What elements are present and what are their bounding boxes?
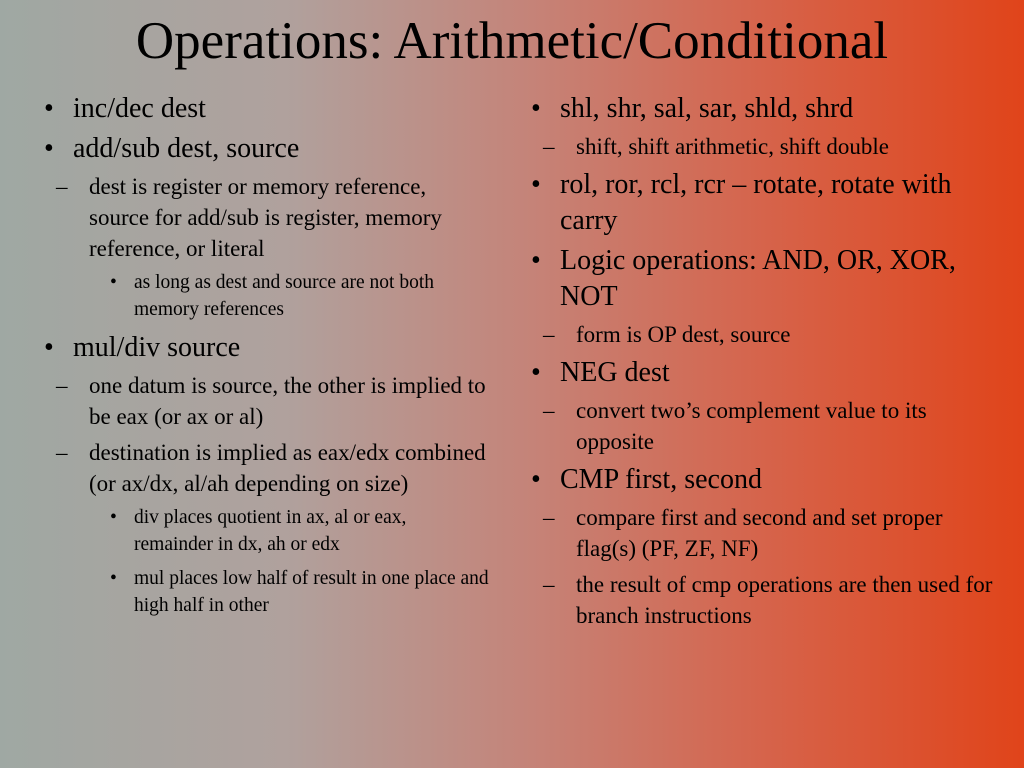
sub-sub-bullet-text: as long as dest and source are not both memory references (134, 272, 435, 320)
sub-bullet-text: form is OP dest, source (576, 322, 791, 347)
bullet-neg (531, 355, 993, 391)
bullet-marker: • (531, 93, 541, 124)
sub-bullet-mul-div-detail-1 (44, 370, 490, 432)
sub-bullet-text: compare first and second and set proper flag(s) (PF, ZF, NF) (576, 505, 943, 561)
dash-marker: – (56, 440, 68, 465)
dash-marker: – (56, 174, 68, 199)
dash-marker: – (543, 505, 555, 530)
bullet-shifts (531, 91, 993, 127)
sub-bullet-text: dest is register or memory reference, source for add/sub is register, memory reference, or literal (89, 174, 442, 261)
bullet-marker: • (110, 272, 117, 293)
bullet-add-sub (44, 131, 490, 167)
dash-marker: – (56, 373, 68, 398)
sub-sub-bullet-add-sub-note (44, 269, 490, 323)
sub-sub-bullet-mul-note (44, 565, 490, 619)
dash-marker: – (543, 398, 555, 423)
bullet-logic (531, 243, 993, 315)
bullet-text: Logic operations: AND, OR, XOR, NOT (560, 245, 956, 312)
left-column (44, 91, 490, 626)
sub-bullet-text: the result of cmp operations are then used for branch instructions (576, 572, 993, 628)
bullet-mul-div (44, 330, 490, 366)
bullet-text: NEG dest (560, 357, 670, 388)
bullet-text: mul/div source (73, 332, 241, 363)
bullet-inc-dec (44, 91, 490, 127)
sub-bullet-add-sub-detail (44, 171, 490, 264)
sub-bullet-shifts-detail (531, 131, 993, 162)
sub-bullet-mul-div-detail-2 (44, 437, 490, 499)
bullet-marker: • (44, 332, 54, 363)
sub-sub-bullet-div-note (44, 504, 490, 558)
bullet-rotates (531, 167, 993, 239)
sub-bullet-text: destination is implied as eax/edx combined (or ax/dx, al/ah depending on size) (89, 440, 486, 496)
slide-title: Operations: Arithmetic/Conditional (135, 12, 889, 70)
sub-bullet-text: convert two’s complement value to its opposite (576, 398, 927, 454)
bullet-text: add/sub dest, source (73, 133, 300, 164)
sub-bullet-text: shift, shift arithmetic, shift double (576, 134, 890, 159)
bullet-marker: • (531, 245, 541, 276)
bullet-marker: • (110, 507, 117, 528)
bullet-marker: • (531, 357, 541, 388)
sub-bullet-text: one datum is source, the other is implied to be eax (or ax or al) (89, 373, 486, 429)
bullet-text: shl, shr, sal, sar, shld, shrd (560, 93, 854, 124)
sub-bullet-logic-detail (531, 319, 993, 350)
bullet-marker: • (44, 93, 54, 124)
right-column (531, 91, 993, 636)
bullet-cmp (531, 462, 993, 498)
dash-marker: – (543, 572, 555, 597)
dash-marker: – (543, 134, 555, 159)
sub-sub-bullet-text: mul places low half of result in one place and high half in other (134, 568, 489, 616)
sub-sub-bullet-text: div places quotient in ax, al or eax, remainder in dx, ah or edx (134, 507, 407, 555)
sub-bullet-neg-detail (531, 395, 993, 457)
sub-bullet-cmp-detail-1 (531, 502, 993, 564)
bullet-text: inc/dec dest (73, 93, 206, 124)
bullet-text: CMP first, second (560, 464, 762, 495)
bullet-marker: • (44, 133, 54, 164)
bullet-text: rol, ror, rcl, rcr – rotate, rotate with carry (560, 169, 952, 236)
dash-marker: – (543, 322, 555, 347)
bullet-marker: • (110, 568, 117, 589)
bullet-marker: • (531, 169, 541, 200)
sub-bullet-cmp-detail-2 (531, 569, 993, 631)
bullet-marker: • (531, 464, 541, 495)
